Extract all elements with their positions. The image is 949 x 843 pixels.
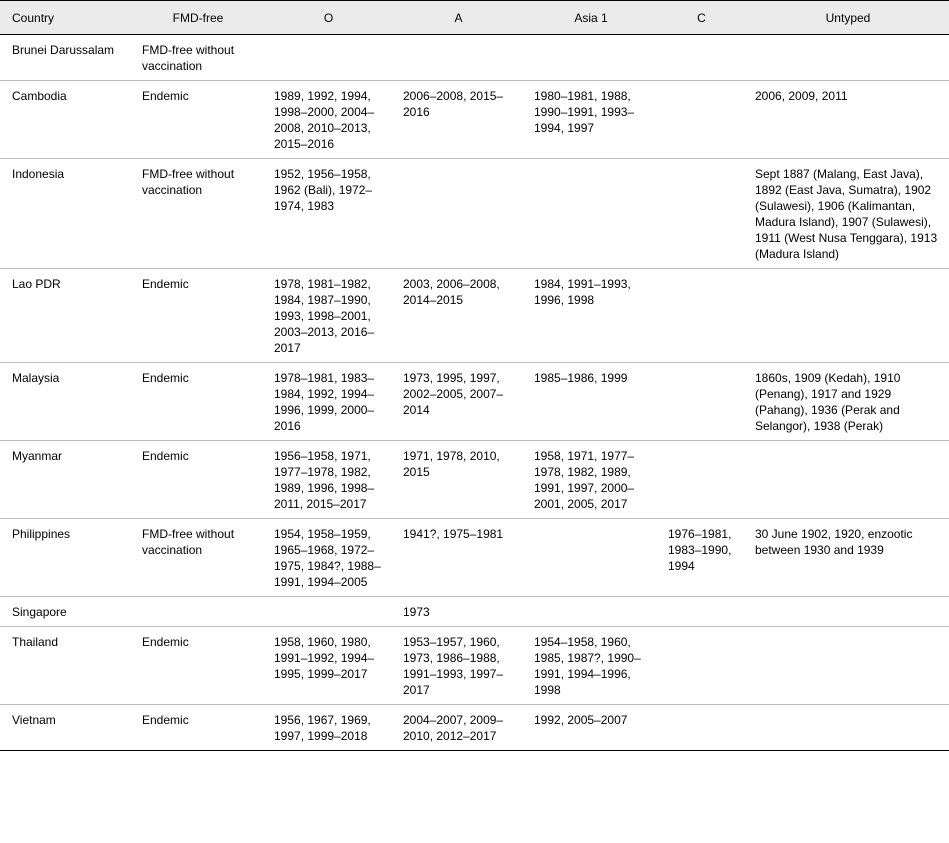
untyped-cell [743, 269, 949, 363]
serotype-asia1-cell: 1954–1958, 1960, 1985, 1987?, 1990–1991, 1994–1996, 1998 [522, 627, 656, 705]
serotype-c-cell [656, 81, 743, 159]
serotype-c-cell [656, 269, 743, 363]
serotype-asia1-cell: 1958, 1971, 1977–1978, 1982, 1989, 1991, 1997, 2000–2001, 2005, 2017 [522, 441, 656, 519]
serotype-a-cell [391, 159, 522, 269]
serotype-o-cell: 1956–1958, 1971, 1977–1978, 1982, 1989, 1996, 1998–2011, 2015–2017 [262, 441, 391, 519]
fmd-status-cell: Endemic [130, 705, 262, 751]
serotype-a-cell: 2003, 2006–2008, 2014–2015 [391, 269, 522, 363]
table-row [0, 441, 949, 519]
table-row [0, 269, 949, 363]
header-fmd-free: FMD-free [130, 1, 262, 35]
serotype-a-cell: 1953–1957, 1960, 1973, 1986–1988, 1991–1993, 1997–2017 [391, 627, 522, 705]
country-cell: Thailand [0, 627, 130, 705]
serotype-c-cell [656, 159, 743, 269]
serotype-o-cell: 1978, 1981–1982, 1984, 1987–1990, 1993, 1998–2001, 2003–2013, 2016–2017 [262, 269, 391, 363]
table-row [0, 159, 949, 269]
serotype-asia1-cell [522, 597, 656, 627]
serotype-o-cell: 1956, 1967, 1969, 1997, 1999–2018 [262, 705, 391, 751]
serotype-asia1-cell [522, 35, 656, 81]
serotype-asia1-cell: 1992, 2005–2007 [522, 705, 656, 751]
country-cell: Cambodia [0, 81, 130, 159]
header-country: Country [0, 1, 130, 35]
fmd-status-cell: Endemic [130, 363, 262, 441]
table-row [0, 363, 949, 441]
serotype-o-cell [262, 597, 391, 627]
country-cell: Singapore [0, 597, 130, 627]
serotype-o-cell [262, 35, 391, 81]
serotype-o-cell: 1952, 1956–1958, 1962 (Bali), 1972–1974, 1983 [262, 159, 391, 269]
header-c: C [656, 1, 743, 35]
table-header-row [0, 1, 949, 35]
table-row [0, 597, 949, 627]
country-cell: Brunei Darussalam [0, 35, 130, 81]
table-row [0, 705, 949, 751]
header-untyped: Untyped [743, 1, 949, 35]
fmd-status-cell: Endemic [130, 441, 262, 519]
serotype-asia1-cell [522, 519, 656, 597]
untyped-cell: Sept 1887 (Malang, East Java), 1892 (East Java, Sumatra), 1902 (Sulawesi), 1906 (Kalimantan, Madura Island), 1907 (Sulawesi), 1911 (West Nusa Tenggara), 1913 (Madura Island) [743, 159, 949, 269]
serotype-a-cell: 1973, 1995, 1997, 2002–2005, 2007–2014 [391, 363, 522, 441]
untyped-cell [743, 441, 949, 519]
fmd-status-cell: FMD-free without vaccination [130, 159, 262, 269]
fmd-status-cell [130, 597, 262, 627]
header-a: A [391, 1, 522, 35]
country-cell: Vietnam [0, 705, 130, 751]
serotype-asia1-cell: 1985–1986, 1999 [522, 363, 656, 441]
country-cell: Indonesia [0, 159, 130, 269]
fmd-status-cell: Endemic [130, 627, 262, 705]
serotype-a-cell: 1941?, 1975–1981 [391, 519, 522, 597]
serotype-asia1-cell: 1980–1981, 1988, 1990–1991, 1993–1994, 1997 [522, 81, 656, 159]
untyped-cell [743, 705, 949, 751]
serotype-a-cell: 1971, 1978, 2010, 2015 [391, 441, 522, 519]
untyped-cell [743, 597, 949, 627]
table-row [0, 35, 949, 81]
header-asia1: Asia 1 [522, 1, 656, 35]
serotype-a-cell: 2006–2008, 2015–2016 [391, 81, 522, 159]
fmd-status-cell: Endemic [130, 269, 262, 363]
serotype-a-cell: 2004–2007, 2009–2010, 2012–2017 [391, 705, 522, 751]
serotype-asia1-cell: 1984, 1991–1993, 1996, 1998 [522, 269, 656, 363]
serotype-c-cell: 1976–1981, 1983–1990, 1994 [656, 519, 743, 597]
fmd-status-cell: Endemic [130, 81, 262, 159]
fmd-status-cell: FMD-free without vaccination [130, 35, 262, 81]
serotype-a-cell [391, 35, 522, 81]
serotype-o-cell: 1958, 1960, 1980, 1991–1992, 1994–1995, 1999–2017 [262, 627, 391, 705]
serotype-o-cell: 1989, 1992, 1994, 1998–2000, 2004–2008, 2010–2013, 2015–2016 [262, 81, 391, 159]
fmd-status-cell: FMD-free without vaccination [130, 519, 262, 597]
untyped-cell [743, 35, 949, 81]
untyped-cell: 1860s, 1909 (Kedah), 1910 (Penang), 1917 and 1929 (Pahang), 1936 (Perak and Selangor), 1938 (Perak) [743, 363, 949, 441]
untyped-cell: 30 June 1902, 1920, enzootic between 1930 and 1939 [743, 519, 949, 597]
serotype-c-cell [656, 441, 743, 519]
serotype-a-cell: 1973 [391, 597, 522, 627]
untyped-cell: 2006, 2009, 2011 [743, 81, 949, 159]
country-cell: Lao PDR [0, 269, 130, 363]
serotype-c-cell [656, 627, 743, 705]
serotype-o-cell: 1978–1981, 1983–1984, 1992, 1994–1996, 1999, 2000–2016 [262, 363, 391, 441]
untyped-cell [743, 627, 949, 705]
country-cell: Philippines [0, 519, 130, 597]
table-row [0, 81, 949, 159]
header-o: O [262, 1, 391, 35]
country-cell: Malaysia [0, 363, 130, 441]
serotype-o-cell: 1954, 1958–1959, 1965–1968, 1972–1975, 1984?, 1988–1991, 1994–2005 [262, 519, 391, 597]
serotype-c-cell [656, 363, 743, 441]
table-row [0, 627, 949, 705]
country-cell: Myanmar [0, 441, 130, 519]
serotype-c-cell [656, 705, 743, 751]
table-row [0, 519, 949, 597]
serotype-asia1-cell [522, 159, 656, 269]
serotype-c-cell [656, 35, 743, 81]
serotype-c-cell [656, 597, 743, 627]
